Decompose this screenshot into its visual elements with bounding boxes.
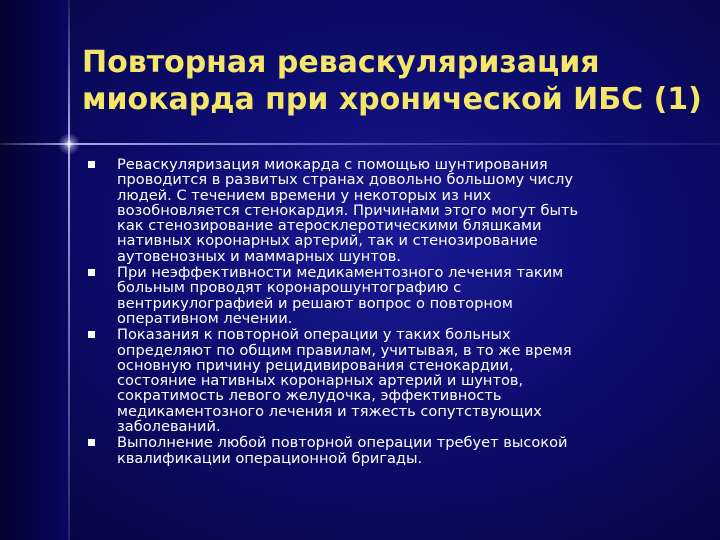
square-bullet-icon — [88, 439, 95, 446]
left-decor-band — [0, 0, 68, 540]
text-line: основную причину рецидивирования стенокардии, — [117, 356, 514, 374]
title-line: миокарда при хронической ИБС (1) — [82, 82, 702, 117]
sparkle-icon — [57, 132, 81, 156]
bullet-item — [86, 157, 686, 264]
text-line: людей. С течением времени у некоторых из них — [117, 186, 492, 204]
bullet-text — [117, 265, 686, 326]
text-line: оперативном лечении. — [117, 309, 293, 327]
text-line: Выполнение любой повторной операции требует высокой — [117, 434, 568, 452]
square-bullet-icon — [88, 161, 95, 168]
text-line: вентрикулографией и решают вопрос о повторном — [117, 294, 513, 312]
text-line: квалификации операционной бригады. — [117, 449, 423, 467]
bullet-text — [117, 435, 686, 466]
text-line: как стенозирование атеросклеротическими бляшками — [117, 217, 542, 235]
text-line: больным проводят коронарошунтографию с — [117, 279, 462, 297]
text-line: возобновляется стенокардия. Причинами этого могут быть — [117, 201, 579, 219]
text-line: заболеваний. — [117, 418, 221, 436]
bullet-text — [117, 327, 686, 434]
text-line: медикаментозного лечения и тяжесть сопутствующих — [117, 402, 542, 420]
bullet-list — [86, 157, 686, 467]
slide-title — [82, 44, 712, 118]
text-line: проводится в развитых странах довольно большому числу — [117, 171, 573, 189]
title-line: Повторная реваскуляризация — [82, 45, 600, 80]
vertical-divider — [68, 0, 70, 540]
text-line: Показания к повторной операции у таких больных — [117, 326, 511, 344]
bullet-item — [86, 265, 686, 326]
text-line: аутовенозных и маммарных шунтов. — [117, 247, 402, 265]
text-line: нативных коронарных артерий, так и стенозирование — [117, 232, 538, 250]
square-bullet-icon — [88, 269, 95, 276]
bullet-text — [117, 157, 686, 264]
text-line: При неэффективности медикаментозного лечения таким — [117, 264, 564, 282]
text-line: определяют по общим правилам, учитывая, в то же время — [117, 341, 572, 359]
text-line: состояние нативных коронарных артерий и шунтов, — [117, 372, 524, 390]
horizontal-divider — [0, 143, 720, 145]
bullet-item — [86, 327, 686, 434]
bullet-item — [86, 435, 686, 466]
text-line: Реваскуляризация миокарда с помощью шунтирования — [117, 156, 548, 173]
square-bullet-icon — [88, 331, 95, 338]
text-line: сократимость левого желудочка, эффективность — [117, 387, 502, 405]
